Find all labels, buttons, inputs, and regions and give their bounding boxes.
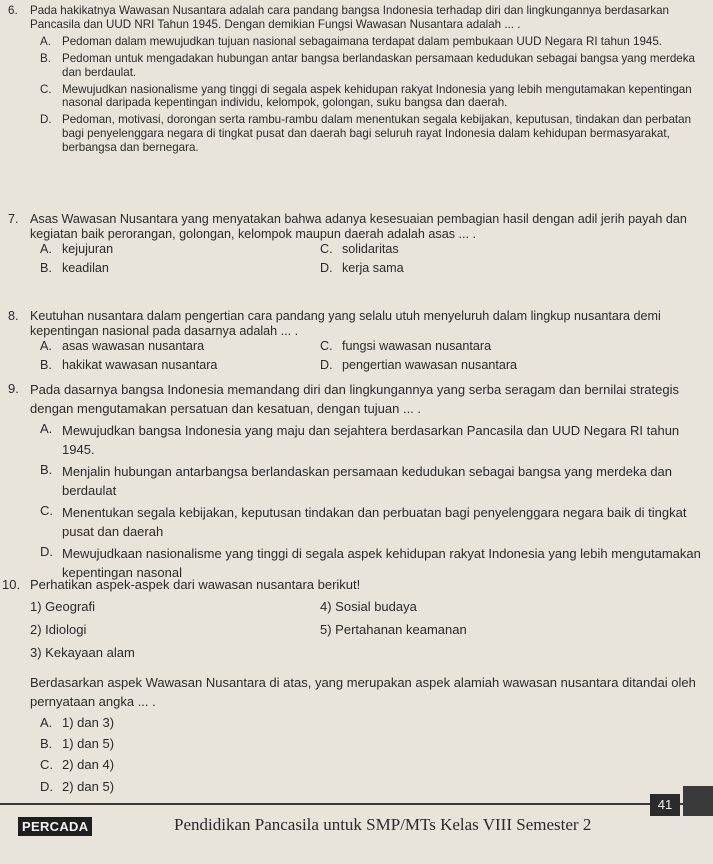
option-text: kejujuran (62, 242, 114, 257)
option-letter: B. (40, 261, 52, 276)
option-c (40, 83, 708, 111)
option-a (40, 339, 204, 353)
question-number: 7. (8, 212, 19, 226)
option-letter: A. (40, 34, 51, 48)
option-a (40, 35, 708, 49)
option-letter: B. (40, 51, 51, 65)
list-item: 3) Kekayaan alam (30, 644, 135, 660)
option-a (40, 242, 113, 256)
option-letter: D. (40, 113, 52, 127)
list-item: 1) Geografi (30, 598, 96, 614)
option-b (40, 52, 708, 80)
option-letter: A. (40, 339, 52, 354)
footer-divider (0, 803, 713, 805)
question-8 (8, 309, 708, 377)
option-text: pengertian wawasan nusantara (342, 358, 518, 373)
option-letter: B. (40, 736, 53, 752)
option-text: asas wawasan nusantara (62, 339, 205, 354)
option-c (40, 503, 708, 542)
option-b (40, 733, 708, 754)
option-text: solidaritas (342, 242, 399, 257)
option-letter: C. (40, 82, 52, 96)
publisher-logo: PERCADA (18, 817, 92, 836)
question-stem: Pada hakikatnya Wawasan Nusantara adalah cara pandang bangsa Indonesia terhadap diri dan lingkungannya berdasarkan Pancasila dan UUD NRI Tahun 1945. Dengan demikian Fungsi Wawasan Nusantara adalah ... . (30, 4, 669, 31)
option-text: fungsi wawasan nusantara (342, 339, 492, 354)
option-letter: A. (40, 242, 52, 257)
question-stem: Keutuhan nusantara dalam pengertian cara pandang yang selalu utuh menyeluruh dalam lingkup nusantara demi kepentingan nasional pada dasarnya adalah ... . (30, 309, 661, 339)
aspect-list (30, 599, 708, 669)
option-text: Menentukan segala kebijakan, keputusan tindakan dan perbuatan bagi penyelenggara negara baik di tingkat pusat dan daerah (62, 504, 687, 540)
option-text: keadilan (62, 261, 109, 276)
question-10 (2, 577, 708, 797)
option-a (40, 712, 708, 733)
question-stem: Pada dasarnya bangsa Indonesia memandang diri dan lingkungannya yang serba seragam dan bernilai strategis dengan mengutamakan persatuan dan kesatuan, dengan tujuan ... . (30, 382, 679, 416)
option-text: Pedoman dalam mewujudkan tujuan nasional sebagaimana terdapat dalam pembukaan UUD Negara RI tahun 1945. (62, 34, 663, 48)
question-number: 10. (2, 577, 21, 592)
option-text: kerja sama (342, 261, 404, 276)
option-letter: A. (40, 714, 53, 730)
option-d (40, 113, 708, 155)
option-letter: C. (320, 339, 333, 354)
option-text: hakikat wawasan nusantara (62, 358, 218, 373)
option-text: 2) dan 5) (62, 778, 115, 794)
option-letter: A. (40, 420, 53, 436)
question-6 (8, 4, 708, 155)
option-letter: D. (320, 261, 333, 276)
option-b (40, 462, 708, 501)
question-stem: Perhatikan aspek-aspek dari wawasan nusantara berikut! (30, 577, 361, 592)
question-paragraph: Berdasarkan aspek Wawasan Nusantara di atas, yang merupakan aspek alamiah wawasan nusantara ditandai oleh pernyataan angka ... . (30, 674, 696, 710)
option-text: 1) dan 5) (62, 736, 115, 752)
question-stem: Asas Wawasan Nusantara yang menyatakan bahwa adanya kesesuaian pembagian hasil dengan adil jerih payah dan kegiatan baik perorangan, golongan, kelompok maupun daerah adalah asas ... . (30, 212, 687, 242)
option-text: Pedoman untuk mengadakan hubungan antar bangsa berlandaskan persamaan kedudukan sebagai bangsa yang merdeka dan berdaulat. (62, 51, 695, 79)
option-b (40, 358, 217, 372)
option-letter: D. (40, 543, 53, 559)
options-row-2 (40, 261, 708, 280)
list-item: 2) Idiologi (30, 621, 87, 637)
option-letter: C. (40, 757, 53, 773)
list-item: 5) Pertahanan keamanan (320, 621, 467, 637)
option-text: Pedoman, motivasi, dorongan serta rambu-rambu dalam menentukan segala kebijakan, keputusan, tindakan dan perbatan bagi penyelenggara negara di tingkat pusat dan daerah bagi seluruh rayat Indonesia dalam kehidupan bermasyarakat, berbangsa dan bernegara. (62, 113, 692, 155)
page-corner-decoration (683, 786, 713, 816)
question-7 (8, 212, 708, 280)
option-d (40, 776, 708, 797)
list-item: 4) Sosial budaya (320, 598, 417, 614)
option-letter: C. (320, 242, 333, 257)
option-text: Mewujudkan nasionalisme yang tinggi di segala aspek kehidupan rakyat Indonesia yang lebih mengutamakan kepentingan nasonal daripada kepentingan individu, kelompok, golongan, suku bangsa dan daerah. (62, 82, 692, 110)
question-number: 9. (8, 381, 19, 396)
options-row-1 (40, 339, 708, 358)
option-letter: D. (40, 778, 53, 794)
option-letter: C. (40, 502, 53, 518)
option-c (320, 242, 399, 256)
option-text: Mewujudkaan nasionalisme yang tinggi di segala aspek kehidupan rakyat Indonesia yang lebih mengutamakan kepentingan nasonal (62, 545, 701, 581)
options-row-2 (40, 358, 708, 377)
question-number: 6. (8, 4, 18, 17)
question-9 (8, 381, 708, 583)
option-c (320, 339, 491, 353)
options-row-1 (40, 242, 708, 261)
book-title: Pendidikan Pancasila untuk SMP/MTs Kelas VIII Semester 2 (174, 815, 592, 834)
option-text: 2) dan 4) (62, 757, 115, 773)
option-b (40, 261, 109, 275)
option-a (40, 421, 708, 460)
option-c (40, 754, 708, 775)
question-number: 8. (8, 309, 19, 323)
option-text: Mewujudkan bangsa Indonesia yang maju dan sejahtera berdasarkan Pancasila dan UUD Negara RI tahun 1945. (62, 422, 680, 458)
page-number: 41 (650, 794, 680, 816)
option-d (320, 261, 404, 275)
option-text: 1) dan 3) (62, 714, 115, 730)
option-text: Menjalin hubungan antarbangsa berlandaskan persamaan kedudukan sebagai bangsa yang merdeka dan berdaulat (62, 463, 673, 499)
option-letter: B. (40, 358, 52, 373)
option-d (320, 358, 517, 372)
option-letter: D. (320, 358, 333, 373)
option-letter: B. (40, 461, 53, 477)
